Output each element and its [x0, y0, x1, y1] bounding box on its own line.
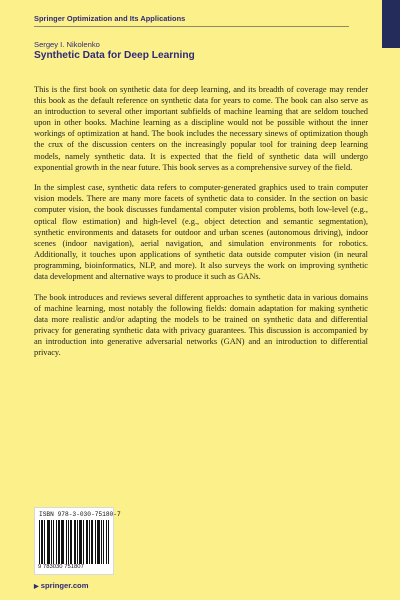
- description-paragraph-1: This is the first book on synthetic data for deep learning, and its breadth of coverage may render this book as the default reference on synthetic data for years to come. The book can also serve as an introduction to several other important subfields of machine learning that are seldom touched upon in other books. Machine learning as a discipline would not be possible without the inner workings of optimization at hand. The book includes the necessary sinews of optimization though the crux of the discussion centers on the increasingly popular tool for training deep learning models, namely synthetic data. It is expected that the field of synthetic data will undergo exponential growth in the near future. This book serves as a comprehensive survey of the field.: [34, 85, 368, 172]
- isbn-barcode-block: [34, 507, 121, 575]
- barcode-bar: [92, 520, 93, 564]
- barcode-bar: [86, 520, 87, 564]
- barcode-bar: [103, 520, 104, 564]
- barcode-bar: [53, 520, 54, 564]
- back-cover-description: [34, 84, 368, 368]
- barcode-bar: [101, 520, 102, 564]
- barcode-bar: [61, 520, 62, 564]
- barcode-bar: [77, 520, 78, 564]
- barcode-bar: [48, 520, 49, 564]
- barcode-bar: [95, 520, 96, 564]
- barcode-bar: [89, 520, 90, 564]
- barcode-bar: [79, 520, 80, 564]
- barcode-bar: [108, 520, 109, 564]
- barcode-bar: [66, 520, 67, 564]
- side-panel: [382, 0, 400, 48]
- cover-header: [34, 14, 354, 23]
- barcode-graphic: [39, 520, 109, 564]
- description-paragraph-2: In the simplest case, synthetic data refers to computer-generated graphics used to train computer vision models. There are many more facets of synthetic data to consider. In the section on basic computer vision, the book discusses fundamental computer vision problems, both low-level (e.g., optical flow estimation) and high-level (e.g., object detection and semantic segmentation), synthetic environments and datasets for outdoor and urban scenes (autonomous driving), indoor scenes (indoor navigation), aerial navigation, and simulation environments for robotics. Additionally, it touches upon applications of synthetic data outside computer vision (in neural programming, bioinformatics, NLP, and more). It also surveys the work on improving synthetic data development and alternative ways to produce it such as GANs.: [34, 183, 368, 281]
- barcode-bar: [59, 520, 60, 564]
- barcode-bar: [97, 520, 98, 564]
- publisher-website[interactable]: [34, 581, 88, 590]
- barcode-bar: [106, 520, 107, 564]
- barcode-bar: [63, 520, 64, 564]
- barcode-bar: [83, 520, 84, 564]
- barcode-bar: [75, 520, 76, 564]
- barcode-bar: [44, 520, 45, 564]
- description-paragraph-3: The book introduces and reviews several different approaches to synthetic data in various domains of machine learning, most notably the following fields: domain adaptation for making synthetic data more realistic and/or adapting the models to be trained on synthetic data and differential privacy for generating synthetic data with privacy guarantees. This discussion is accompanied by an introduction into generative adversarial networks (GAN) and an introduction to differential privacy.: [34, 292, 368, 358]
- author-name: Sergey I. Nikolenko: [34, 40, 100, 49]
- barcode-bar: [51, 520, 52, 564]
- barcode-bar: [49, 520, 50, 564]
- barcode-digits: 9 783030 751807: [38, 564, 84, 570]
- website-label: springer.com: [40, 581, 89, 590]
- barcode-bar: [62, 520, 63, 564]
- header-divider: [34, 26, 349, 27]
- isbn-text: ISBN 978-3-030-75180-7: [39, 511, 121, 518]
- barcode-bar: [41, 520, 42, 564]
- barcode-bar: [39, 520, 40, 564]
- barcode-bar: [47, 520, 48, 564]
- barcode-bar: [70, 520, 71, 564]
- barcode-bar: [81, 520, 82, 564]
- barcode-bar: [87, 520, 88, 564]
- barcode-bar: [58, 520, 59, 564]
- barcode-bar: [56, 520, 57, 564]
- barcode-bar: [74, 520, 75, 564]
- barcode-bar: [68, 520, 69, 564]
- book-title: Synthetic Data for Deep Learning: [34, 50, 195, 61]
- barcode-bar: [71, 520, 72, 564]
- barcode-bar: [80, 520, 81, 564]
- barcode-bar: [91, 520, 92, 564]
- barcode-bar: [99, 520, 100, 564]
- barcode-bar: [42, 520, 43, 564]
- arrow-icon: ▶: [34, 583, 39, 590]
- barcode-bar: [98, 520, 99, 564]
- series-name: Springer Optimization and Its Applications: [34, 14, 186, 23]
